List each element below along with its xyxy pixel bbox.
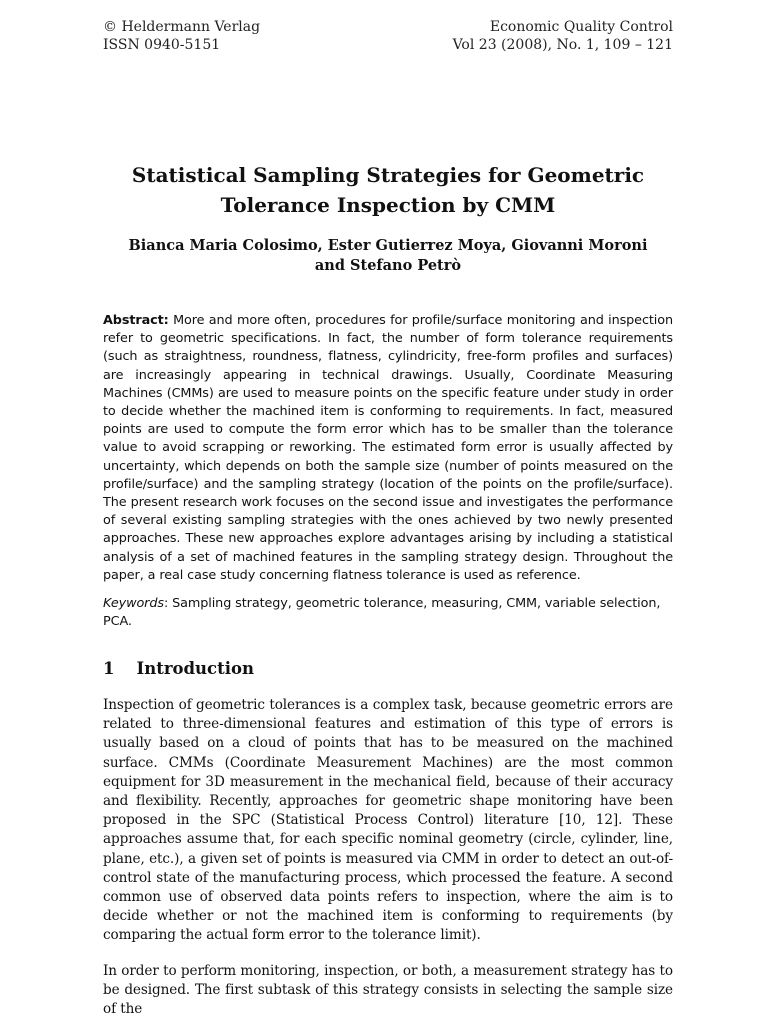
journal-header — [103, 18, 673, 54]
author-list: Bianca Maria Colosimo, Ester Gutierrez Moya, Giovanni Moroni and Stefano Petrò — [128, 237, 648, 274]
publisher-line: © Heldermann Verlag — [103, 19, 261, 35]
volume-line: Vol 23 (2008), No. 1, 109 – 121 — [452, 37, 673, 53]
keywords-text: : Sampling strategy, geometric tolerance, measuring, CMM, variable selection, PCA. — [103, 596, 661, 630]
keywords-label: Keywords — [103, 596, 164, 612]
journal-name: Economic Quality Control — [489, 19, 673, 35]
title-line-1: Statistical Sampling Strategies for Geometric — [131, 163, 645, 187]
section-title: Introduction — [136, 659, 254, 679]
paper-title — [103, 160, 673, 220]
abstract-label: Abstract: — [103, 313, 169, 328]
abstract — [103, 312, 673, 585]
section-heading — [103, 659, 673, 678]
keywords — [103, 595, 673, 631]
abstract-text: More and more often, procedures for profile/surface monitoring and inspection refer to geometric specifications. In fact, the number of form tolerance requirements (such as straightness, roundness, flatness, cylindricity, free-form profiles and surfaces) are increasingly appearing in technical drawings. Usually, Coordinate Measuring Machines (CMMs) are used to measure points on the specific feature under study in order to decide whether the machined item is conforming to requirements. In fact, measured points are used to compute the form error which has to be smaller than the tolerance value to avoid scrapping or reworking. The estimated form error is usually affected by uncertainty, which depends on both the sample size (number of points measured on the profile/surface) and the sampling strategy (location of the points on the profile/surface). The present research work focuses on the second issue and investigates the performance of several existing sampling strategies with the ones achieved by two newly presented approaches. These new approaches explore advantages arising by including a statistical analysis of a set of machined features in the sampling strategy design. Throughout the paper, a real case study concerning flatness tolerance is used as reference. — [103, 313, 673, 583]
header-right — [453, 18, 673, 54]
paragraph: In order to perform monitoring, inspection, or both, a measurement strategy has to be designed. The first subtask of this strategy consists in selecting the sample size of the — [103, 962, 673, 1018]
paragraph: Inspection of geometric tolerances is a complex task, because geometric errors are related to three-dimensional features and estimation of this type of errors is usually based on a cloud of points that has to be measured on the machined surface. CMMs (Coordinate Measurement Machines) are the most common equipment for 3D measurement in the mechanical field, because of their accuracy and flexibility. Recently, approaches for geometric shape monitoring have been proposed in the SPC (Statistical Process Control) literature [10, 12]. These approaches assume that, for each specific nominal geometry (circle, cylinder, line, plane, etc.), a given set of points is measured via CMM in order to detect an out-of-control state of the manufacturing process, which processed the feature. A second common use of observed data points refers to inspection, where the aim is to decide whether or not the machined item is conforming to requirements (by comparing the actual form error to the tolerance limit). — [103, 697, 673, 944]
section-body — [103, 696, 673, 1019]
header-left — [103, 18, 260, 54]
section-number: 1 — [103, 659, 115, 679]
title-line-2: Tolerance Inspection by CMM — [220, 193, 556, 217]
paper-page — [103, 18, 673, 1035]
issn-line: ISSN 0940-5151 — [103, 37, 221, 53]
